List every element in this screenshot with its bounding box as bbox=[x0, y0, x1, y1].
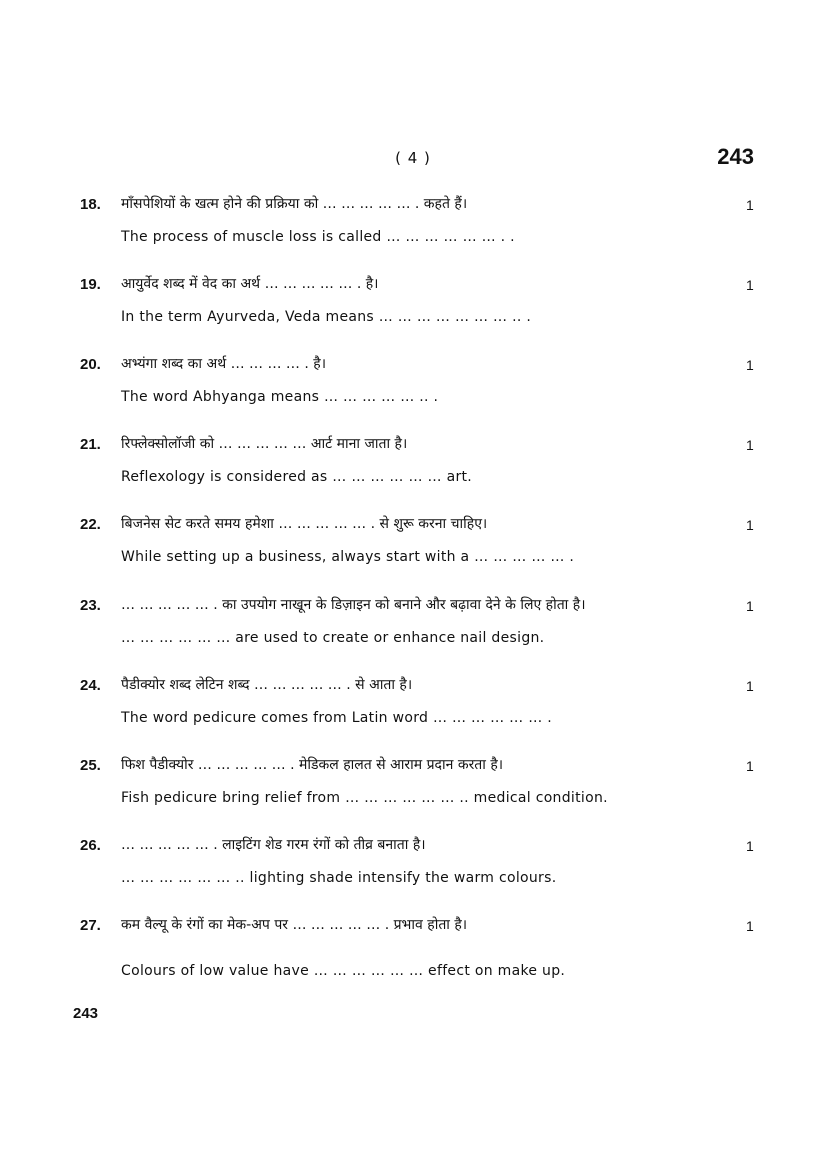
question-marks: 1 bbox=[746, 517, 754, 533]
question-english-text: The word Abhyanga means … … … … … .. . bbox=[121, 389, 439, 405]
question-english-text: … … … … … … .. lighting shade intensify the warm colours. bbox=[121, 870, 557, 886]
question-number: 22. bbox=[80, 516, 101, 533]
question-marks: 1 bbox=[746, 598, 754, 614]
question-number: 23. bbox=[80, 597, 101, 614]
question-english-text: The process of muscle loss is called … … … … … … . . bbox=[121, 229, 515, 245]
question-26 bbox=[0, 837, 826, 897]
question-english-text: In the term Ayurveda, Veda means … … … … … … … .. . bbox=[121, 309, 532, 325]
question-number: 26. bbox=[80, 837, 101, 854]
question-number: 27. bbox=[80, 917, 101, 934]
question-25 bbox=[0, 757, 826, 817]
question-19 bbox=[0, 276, 826, 336]
question-english-text: Reflexology is considered as … … … … … … art. bbox=[121, 469, 473, 485]
question-hindi-text: अभ्यंगा शब्द का अर्थ … … … … . है। bbox=[121, 356, 327, 372]
question-23 bbox=[0, 597, 826, 657]
question-marks: 1 bbox=[746, 197, 754, 213]
question-hindi-text: आयुर्वेद शब्द में वेद का अर्थ … … … … … . है। bbox=[121, 276, 379, 292]
question-hindi-text: बिजनेस सेट करते समय हमेशा … … … … … . से शुरू करना चाहिए। bbox=[121, 516, 488, 532]
question-number: 19. bbox=[80, 276, 101, 293]
question-hindi-text: कम वैल्यू के रंगों का मेक-अप पर … … … … … . प्रभाव होता है। bbox=[121, 917, 468, 933]
question-marks: 1 bbox=[746, 678, 754, 694]
question-22 bbox=[0, 516, 826, 576]
question-english-text: Fish pedicure bring relief from … … … … … … .. medical condition. bbox=[121, 790, 608, 806]
question-number: 25. bbox=[80, 757, 101, 774]
question-english-text: … … … … … … are used to create or enhance nail design. bbox=[121, 630, 545, 646]
question-marks: 1 bbox=[746, 277, 754, 293]
page-number: ( 4 ) bbox=[395, 149, 431, 167]
question-marks: 1 bbox=[746, 357, 754, 373]
question-hindi-text: … … … … … . लाइटिंग शेड गरम रंगों को तीव्र बनाता है। bbox=[121, 837, 426, 853]
question-hindi-text: माँसपेशियों के खत्म होने की प्रक्रिया को … … … … … . कहते हैं। bbox=[121, 196, 468, 212]
question-21 bbox=[0, 436, 826, 496]
question-number: 24. bbox=[80, 677, 101, 694]
question-number: 18. bbox=[80, 196, 101, 213]
question-20 bbox=[0, 356, 826, 416]
question-hindi-text: रिफ्लेक्सोलॉजी को … … … … … आर्ट माना जाता है। bbox=[121, 436, 408, 452]
question-english-text: Colours of low value have … … … … … … effect on make up. bbox=[121, 963, 566, 979]
question-hindi-text: पैडीक्योर शब्द लेटिन शब्द … … … … … . से आता है। bbox=[121, 677, 413, 693]
question-18 bbox=[0, 196, 826, 256]
question-24 bbox=[0, 677, 826, 737]
question-marks: 1 bbox=[746, 838, 754, 854]
question-hindi-text: … … … … … . का उपयोग नाखून के डिज़ाइन को बनाने और बढ़ावा देने के लिए होता है। bbox=[121, 597, 586, 613]
question-hindi-text: फिश पैडीक्योर … … … … … . मेडिकल हालत से आराम प्रदान करता है। bbox=[121, 757, 504, 773]
question-marks: 1 bbox=[746, 437, 754, 453]
question-marks: 1 bbox=[746, 918, 754, 934]
question-number: 21. bbox=[80, 436, 101, 453]
paper-code-top: 243 bbox=[717, 144, 754, 169]
question-english-text: While setting up a business, always start with a … … … … … . bbox=[121, 549, 575, 565]
question-marks: 1 bbox=[746, 758, 754, 774]
question-english-text: The word pedicure comes from Latin word … … … … … … . bbox=[121, 710, 552, 726]
question-27 bbox=[0, 917, 826, 977]
paper-code-bottom: 243 bbox=[73, 1005, 99, 1022]
question-number: 20. bbox=[80, 356, 101, 373]
